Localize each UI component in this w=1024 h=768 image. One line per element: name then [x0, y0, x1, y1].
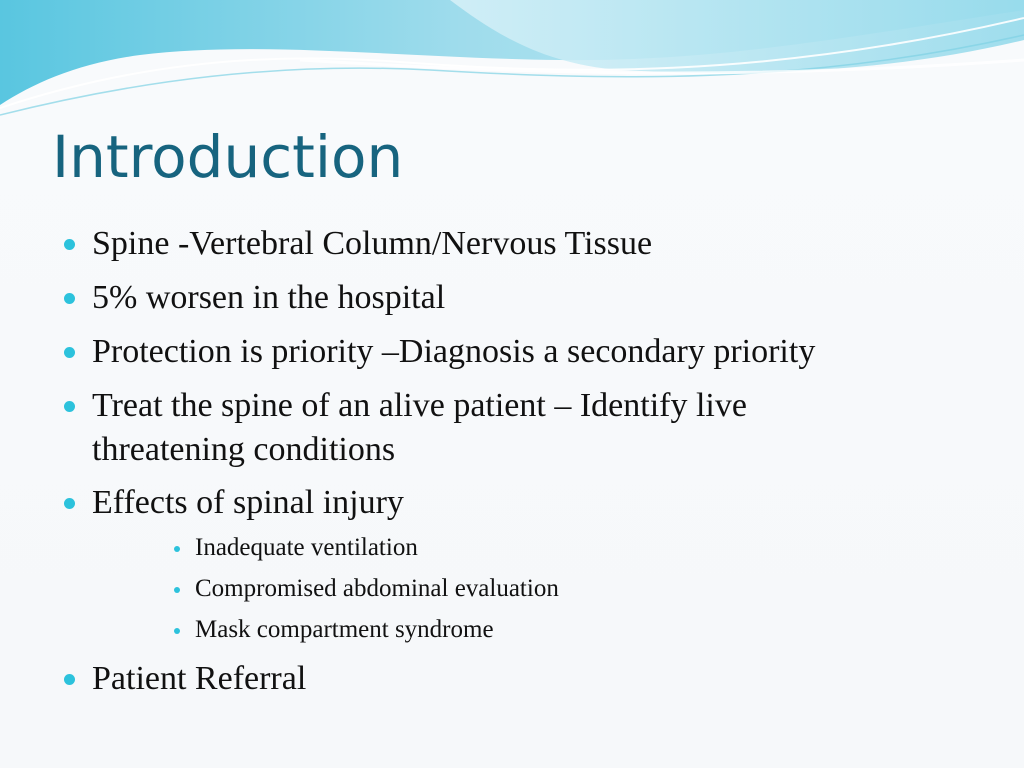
- bullet-dot-icon: [64, 293, 75, 304]
- bullet-dot-icon: [64, 401, 75, 412]
- sub-bullet-text: Inadequate ventilation: [195, 534, 418, 561]
- bullet-item: [92, 330, 972, 374]
- bullet-text: Protection is priority –Diagnosis a secondary priority: [92, 333, 816, 370]
- sub-bullet-item: [195, 614, 494, 646]
- bullet-text: Spine -Vertebral Column/Nervous Tissue: [92, 225, 653, 262]
- sub-bullet-dot-icon: [174, 587, 180, 593]
- sub-bullet-item: [195, 573, 559, 605]
- sub-bullet-dot-icon: [174, 628, 180, 634]
- sub-bullet-dot-icon: [174, 546, 180, 552]
- bullet-dot-icon: [64, 674, 75, 685]
- bullet-text: 5% worsen in the hospital: [92, 279, 446, 316]
- bullet-dot-icon: [64, 347, 75, 358]
- bullet-text: Patient Referral: [92, 660, 307, 697]
- sub-bullet-text: Mask compartment syndrome: [195, 616, 494, 643]
- bullet-text: Treat the spine of an alive patient – Identify live threatening conditions: [92, 387, 747, 468]
- bullet-item: [92, 276, 972, 320]
- bullet-item: [92, 481, 972, 525]
- sub-bullet-item: [195, 532, 418, 564]
- bullet-text: Effects of spinal injury: [92, 484, 404, 521]
- bullet-item: [92, 657, 972, 701]
- bullet-item: [92, 222, 972, 266]
- bullet-dot-icon: [64, 239, 75, 250]
- sub-bullet-text: Compromised abdominal evaluation: [195, 575, 559, 602]
- bullet-item: [92, 384, 872, 472]
- bullet-dot-icon: [64, 498, 75, 509]
- slide-title: Introduction: [52, 123, 404, 191]
